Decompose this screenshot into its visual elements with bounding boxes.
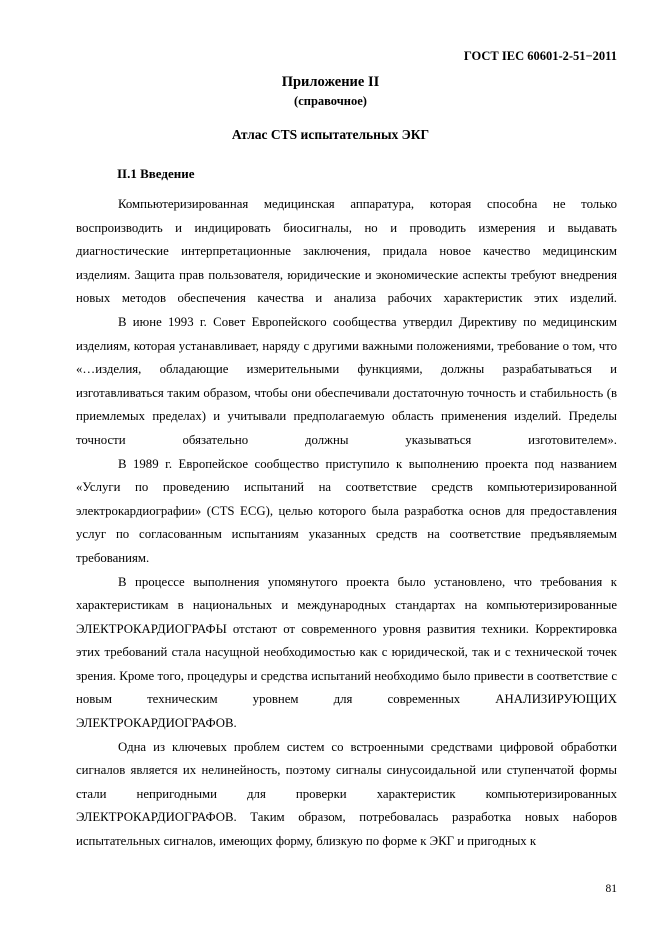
paragraph: Компьютеризированная медицинская аппаратура, которая способна не только воспроизводить и индицировать биосигналы, но и проводить измерения и выдавать диагностические интерпретационные заключения, придала новое качество медицинским изделиям. Защита прав пользователя, юридические и экономические аспекты требуют внедрения новых методов обеспечения качества и анализа рабочих характеристик этих изделий.: [76, 197, 617, 306]
paragraph: В 1989 г. Европейское сообщество приступило к выполнению проекта под названием «Услуги по проведению испытаний на соответствие средств компьютеризированной электрокардиографии» (CTS ECG), целью которого была разработка основ для предоставления услуг по согласованным испытаниям указанных средств на соответствие предъявляемым требованиям.: [76, 456, 617, 565]
paragraph: В процессе выполнения упомянутого проекта было установлено, что требования к характеристикам в национальных и международных стандартах на компьютеризированные ЭЛЕКТРОКАРДИОГРАФЫ отстают от современного уровня развития техники. Корректировка этих требований стала насущной необходимостью как с юридической, так и с технической точек зрения. Кроме того, процедуры и средства испытаний необходимо было привести в соответствие с новым техническим уровнем для современных АНАЛИЗИРУЮЩИХ ЭЛЕКТРОКАРДИОГРАФОВ.: [76, 574, 617, 731]
page-number: 81: [605, 883, 617, 895]
atlas-title: Атлас CTS испытательных ЭКГ: [231, 127, 430, 142]
paragraph: Одна из ключевых проблем систем со встроенными средствами цифровой обработки сигналов является их нелинейность, поэтому сигналы синусоидальной или ступенчатой формы стали непригодными для проверки характеристик компьютеризированных ЭЛЕКТРОКАРДИОГРАФОВ. Таким образом, потребовалась разработка новых наборов испытательных сигналов, имеющих форму, близкую по форме к ЭКГ и пригодных к: [76, 739, 617, 849]
appendix-subtitle: (справочное): [294, 94, 367, 108]
section-heading: II.1 Введение: [117, 166, 195, 181]
body-text: [76, 193, 617, 854]
paragraph: В июне 1993 г. Совет Европейского сообщества утвердил Директиву по медицинским изделиям, которая устанавливает, наряду с другими важными положениями, требование о том, что «…изделия, обладающие измерительными функциями, должны разрабатываться и изготавливаться таким образом, чтобы они обеспечивали достаточную точность и стабильность (в приемлемых пределах) и учитывали предполагаемую область применения изделий. Пределы точности обязательно должны указываться изготовителем».: [76, 314, 617, 447]
appendix-title: Приложение II: [281, 74, 380, 90]
standard-id: ГОСТ IEC 60601-2-51−2011: [463, 49, 617, 63]
